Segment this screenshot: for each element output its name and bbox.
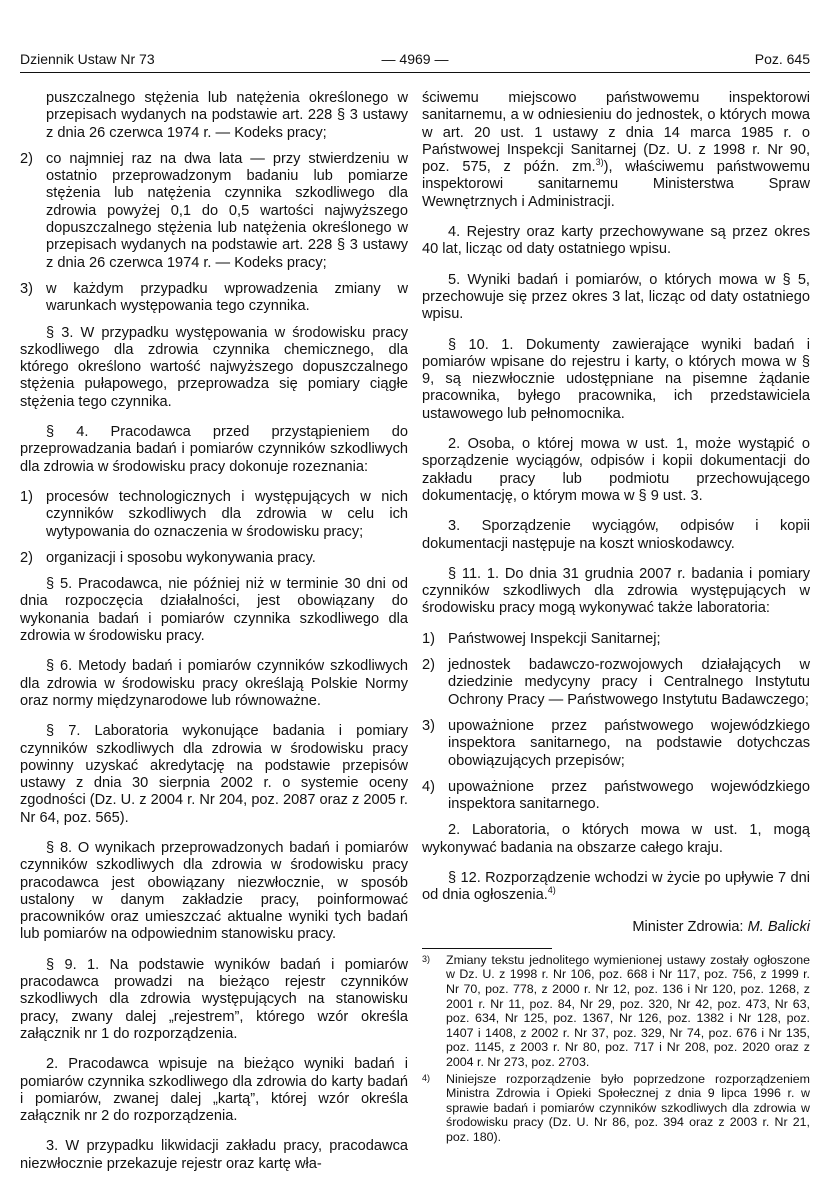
list-item bbox=[422, 631, 810, 648]
signature-name: M. Balicki bbox=[747, 918, 810, 935]
list-item-text: upoważnione przez państwowego wojewódzkiego inspektora sanitarnego. bbox=[448, 778, 810, 813]
continuation-text-b: ), właściwemu państwowemu inspektorowi sanitarnemu Ministerstwa Spraw Wewnętrznych i Administracji. bbox=[422, 159, 810, 210]
footnote-text: Niniejsze rozporządzenie było poprzedzone rozporządzeniem Ministra Zdrowia i Opieki Społecznej z dnia 9 lipca 1996 r. w sprawie badań i pomiarów czynników szkodliwych dla zdrowia w środowisku pracy (Dz. U. Nr 86, poz. 394 oraz z 2003 r. Nr 21, poz. 180). bbox=[446, 1071, 810, 1144]
list-item-number: 2) bbox=[422, 657, 435, 674]
section-9-4: 4. Rejestry oraz karty przechowywane są przez okres 40 lat, licząc od daty ostatniego wpisu. bbox=[422, 224, 810, 258]
list-item-text: jednostek badawczo-rozwojowych działających w dziedzinie medycyny pracy i Centralnego Instytutu Ochrony Pracy — Państwowego Instytutu Badawczego; bbox=[448, 657, 810, 708]
footnote bbox=[422, 953, 810, 1070]
right-column bbox=[422, 90, 810, 1147]
section-12-text: § 12. Rozporządzenie wchodzi w życie po upływie 7 dni od dnia ogłoszenia. bbox=[422, 869, 810, 904]
section-9-2: 2. Pracodawca wpisuje na bieżąco wyniki badań i pomiarów czynnika szkodliwego dla zdrowia do karty badań i pomiarów, zwanej dalej „kartą”, której wzór określa załącznik nr 2 do rozporządzenia. bbox=[20, 1056, 408, 1125]
list-item-number: 3) bbox=[422, 717, 435, 734]
section-9-1: § 9. 1. Na podstawie wyników badań i pomiarów pracodawca prowadzi na bieżąco rejestr czynników szkodliwych dla zdrowia występujących na stanowisku pracy, zwany dalej „rejestrem”, którego wzór określa załącznik nr 1 do rozporządzenia. bbox=[20, 956, 408, 1042]
list-item-text: Państwowej Inspekcji Sanitarnej; bbox=[448, 630, 661, 647]
list-recognition bbox=[20, 489, 408, 567]
list-item-text: organizacji i sposobu wykonywania pracy. bbox=[46, 549, 316, 566]
signature bbox=[422, 919, 810, 936]
section-11-2: 2. Laboratoria, o których mowa w ust. 1, mogą wykonywać badania na obszarze całego kraju. bbox=[422, 822, 810, 856]
footnote-number: 3) bbox=[422, 953, 431, 964]
section-8: § 8. O wynikach przeprowadzonych badań i pomiarów czynników szkodliwych dla zdrowia w środowisku pracy pracodawca jest obowiązany niezwłocznie, w sposób ustalony w danym zakładzie pracy, poinformować pracowników oraz umieszczać aktualne wyniki tych badań lub pomiarów na odpowiednim stanowisku pracy. bbox=[20, 839, 408, 943]
footnote-number: 4) bbox=[422, 1072, 431, 1083]
footnotes bbox=[422, 953, 810, 1145]
section-10-1: § 10. 1. Dokumenty zawierające wyniki badań i pomiarów wpisane do rejestru i karty, o których mowa w § 9, są niezwłocznie udostępniane na pisemne żądanie pracownika, byłego pracownika, ich przedstawiciela ustawowego lub pełnomocnika. bbox=[422, 336, 810, 422]
section-4: § 4. Pracodawca przed przystąpieniem do przeprowadzania badań i pomiarów czynników szkodliwych dla zdrowia w środowisku pracy dokonuje rozeznania: bbox=[20, 424, 408, 475]
list-item-number: 4) bbox=[422, 778, 435, 795]
footnote-ref-3: 3) bbox=[595, 157, 604, 168]
list-item-text: upoważnione przez państwowego wojewódzkiego inspektora sanitarnego, na podstawie dotychczas obowiązujących przepisów; bbox=[448, 717, 810, 769]
list-item-number: 3) bbox=[20, 280, 33, 297]
list-laboratories bbox=[422, 631, 810, 814]
list-item bbox=[422, 718, 810, 770]
footnote-rule bbox=[422, 948, 552, 949]
list-item bbox=[422, 779, 810, 814]
list-item bbox=[20, 151, 408, 272]
section-9-3-continuation bbox=[422, 90, 810, 211]
section-10-2: 2. Osoba, o której mowa w ust. 1, może wystąpić o sporządzenie wyciągów, odpisów i kopii dokumentacji do zakładu pracy lub podmiotu przechowującego dokumentację, o którym mowa w § 9 ust. 3. bbox=[422, 436, 810, 504]
list-item-number: 2) bbox=[20, 549, 33, 566]
section-10-3: 3. Sporządzenie wyciągów, odpisów i kopii dokumentacji następuje na koszt wnioskodawcy. bbox=[422, 518, 810, 552]
section-9-5: 5. Wyniki badań i pomiarów, o których mowa w § 5, przechowuje się przez okres 3 lat, licząc od daty ostatniego wpisu. bbox=[422, 271, 810, 323]
continuation-text-a: ściwemu miejscowo państwowemu inspektorowi sanitarnemu, a w odniesieniu do jednostek, o których mowa w art. 20 ust. 1 ustawy z dnia 14 marca 1985 r. o Państwowej Inspekcji Sanitarnej (Dz. U. z 1998 r. Nr 90, poz. 575, z późn. zm. bbox=[422, 90, 810, 176]
section-9-3: 3. W przypadku likwidacji zakładu pracy, pracodawca niezwłocznie przekazuje rejestr oraz kartę wła- bbox=[20, 1138, 408, 1172]
section-6: § 6. Metody badań i pomiarów czynników szkodliwych dla zdrowia w środowisku pracy określają Polskie Normy oraz normy międzynarodowe lub równoważne. bbox=[20, 658, 408, 709]
list-frequency bbox=[20, 151, 408, 316]
list-item-number: 1) bbox=[422, 630, 435, 647]
footnote bbox=[422, 1072, 810, 1145]
section-7: § 7. Laboratoria wykonujące badania i pomiary czynników szkodliwych dla zdrowia w środowisku pracy powinny uzyskać akredytację na podstawie przepisów ustawy z dnia 30 sierpnia 2002 r. o systemie oceny zgodności (Dz. U. z 2004 r. Nr 204, poz. 2087 oraz z 2005 r. Nr 64, poz. 565). bbox=[20, 723, 408, 826]
footnote-text: Zmiany tekstu jednolitego wymienionej ustawy zostały ogłoszone w Dz. U. z 1998 r. Nr 106, poz. 668 i Nr 117, poz. 756, z 1999 r. Nr 70, poz. 778, z 2000 r. Nr 12, poz. 136 i Nr 120, poz. 1268, z 2001 r. Nr 11, poz. 84, Nr 29, poz. 320, Nr 42, poz. 473, Nr 63, poz. 634, Nr 125, poz. 1367, Nr 126, poz. 1382 i Nr 128, poz. 1407 i 1408, z 2002 r. Nr 37, poz. 329, Nr 74, poz. 676 i Nr 135, poz. 1145, z 2003 r. Nr 80, poz. 717 i Nr 208, poz. 2020 oraz z 2004 r. Nr 273, poz. 2703. bbox=[446, 952, 810, 1070]
item-1-continuation: puszczalnego stężenia lub natężenia określonego w przepisach wydanych na podstawie art. 228 § 3 ustawy z dnia 26 czerwca 1974 r. — Kodeks pracy; bbox=[46, 90, 408, 141]
list-item bbox=[20, 550, 408, 567]
section-12 bbox=[422, 870, 810, 905]
list-item-number: 1) bbox=[20, 488, 33, 505]
page-header bbox=[20, 51, 810, 73]
list-item bbox=[422, 657, 810, 709]
list-item-text: co najmniej raz na dwa lata — przy stwierdzeniu w ostatnio przeprowadzonym badaniu lub pomiarze stężenia lub natężenia czynnika szkodliwego dla zdrowia powyżej 0,1 do 0,5 wartości najwyższego dopuszczalnego stężenia lub natężenia określonego w przepisach wydanych na podstawie art. 228 § 3 ustawy z dnia 26 czerwca 1974 r. — Kodeks pracy; bbox=[46, 150, 408, 271]
header-rule bbox=[20, 72, 810, 73]
section-3: § 3. W przypadku występowania w środowisku pracy szkodliwego dla zdrowia czynnika chemicznego, dla którego określono wartość najwyższego dopuszczalnego stężenia pułapowego, przeprowadza się pomiary ciągłe stężenia tego czynnika. bbox=[20, 324, 408, 410]
left-column bbox=[20, 90, 408, 1186]
position-number: Poz. 645 bbox=[754, 51, 810, 67]
signature-label: Minister Zdrowia: bbox=[632, 918, 744, 935]
section-11-1: § 11. 1. Do dnia 31 grudnia 2007 r. badania i pomiary czynników szkodliwych dla zdrowia występujących w środowisku pracy mogą wykonywać także laboratoria: bbox=[422, 565, 810, 617]
footnote-ref-4: 4) bbox=[547, 885, 556, 896]
list-item-text: procesów technologicznych i występujących w nich czynników szkodliwych dla zdrowia w celu ich wytypowania do oznaczenia w środowisku pracy; bbox=[46, 488, 408, 540]
list-item-number: 2) bbox=[20, 150, 33, 167]
list-item bbox=[20, 281, 408, 316]
list-item-text: w każdym przypadku wprowadzenia zmiany w warunkach występowania tego czynnika. bbox=[46, 280, 408, 315]
section-5: § 5. Pracodawca, nie później niż w terminie 30 dni od dnia rozpoczęcia działalności, jest obowiązany do wykonania badań i pomiarów czynnika szkodliwego dla zdrowia w środowisku pracy. bbox=[20, 576, 408, 645]
page-number: — 4969 — bbox=[381, 51, 449, 67]
list-item bbox=[20, 489, 408, 541]
journal-title: Dziennik Ustaw Nr 73 bbox=[20, 51, 155, 67]
